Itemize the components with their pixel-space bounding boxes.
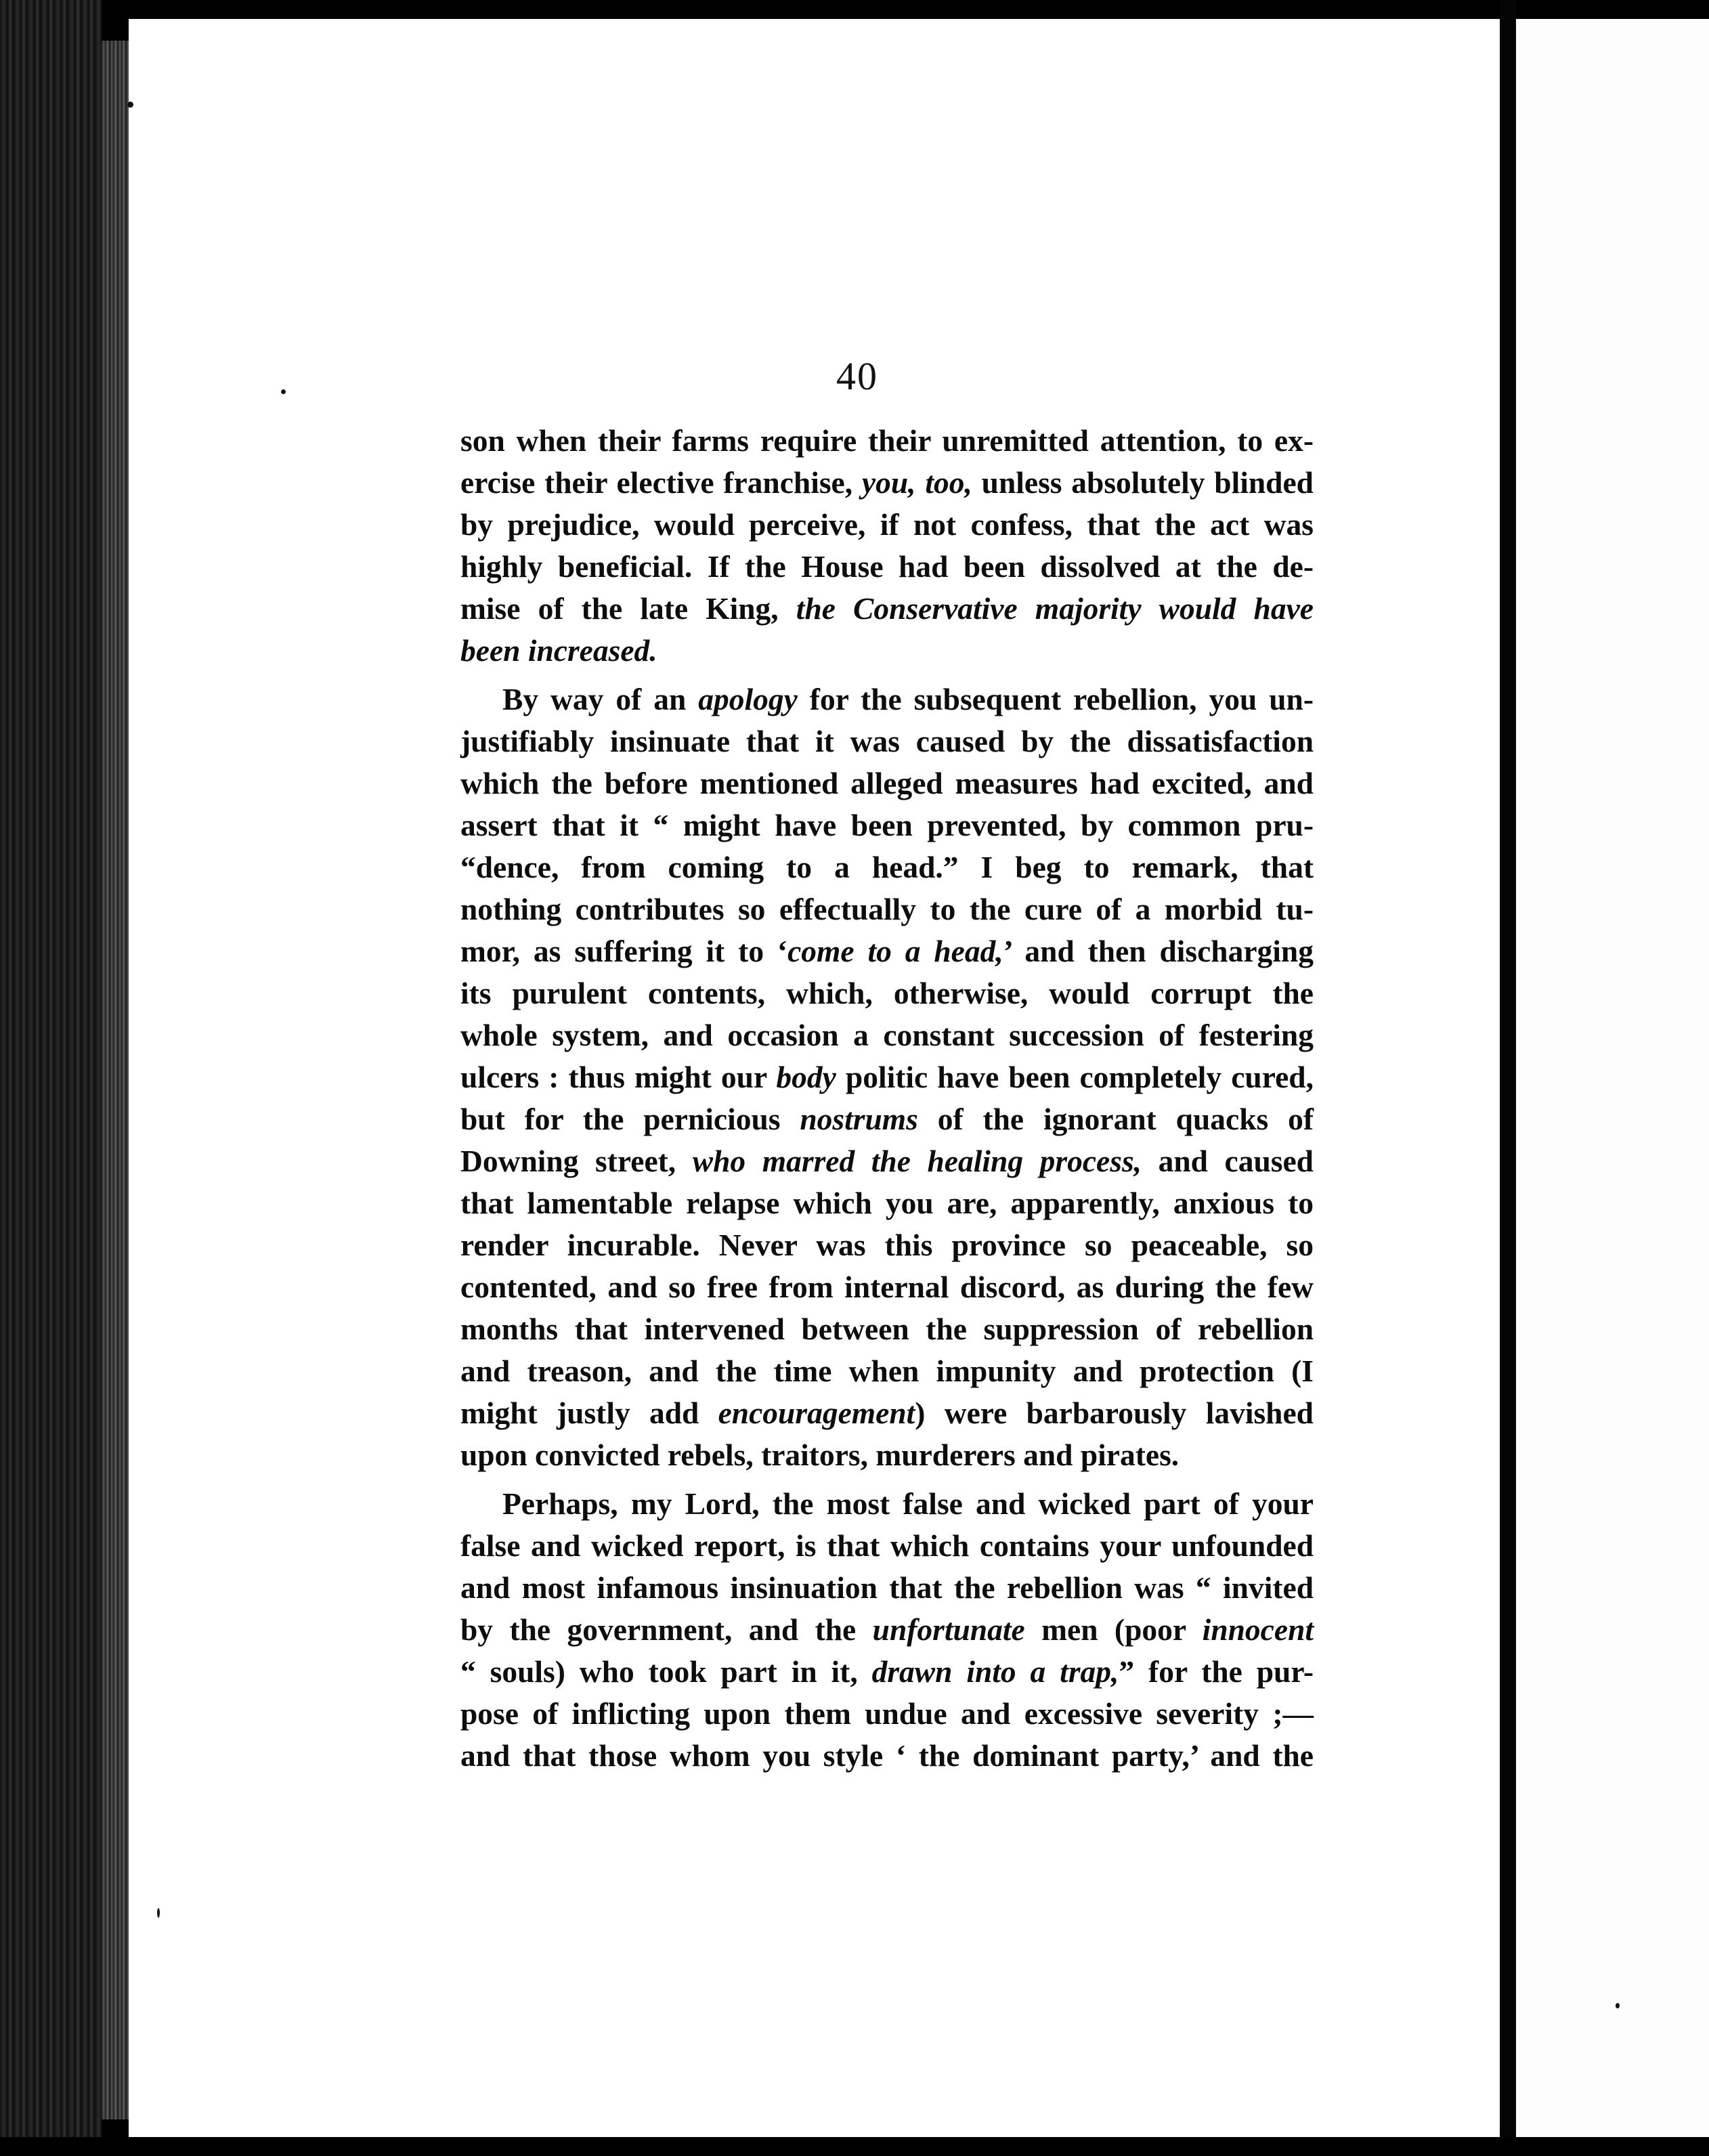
- text-line: [460, 1056, 1314, 1098]
- text-line: [460, 1392, 1314, 1434]
- body-text: [460, 420, 1314, 1777]
- text-run: mise of the late King,: [460, 591, 796, 626]
- text-line: [460, 1098, 1314, 1140]
- text-line: [460, 1567, 1314, 1609]
- text-run: ” for the pur-: [1119, 1654, 1314, 1689]
- text-line: [460, 888, 1314, 930]
- italic-text: been increased.: [460, 633, 657, 668]
- text-run: might justly add: [460, 1396, 718, 1430]
- text-run: “ souls) who took part in it,: [460, 1654, 872, 1689]
- text-line: [460, 504, 1314, 546]
- text-run: politic have been completely cured,: [836, 1060, 1314, 1094]
- text-line: [460, 972, 1314, 1014]
- text-line: [460, 420, 1314, 462]
- text-run: son when their farms require their unremitted attention, to ex-: [460, 423, 1314, 458]
- text-run: and treason, and the time when impunity and protection (I: [460, 1354, 1314, 1388]
- text-line: [460, 846, 1314, 888]
- text-line: [460, 1140, 1314, 1182]
- text-run: assert that it “ might have been prevented, by common pru-: [460, 808, 1314, 842]
- text-run: that lamentable relapse which you are, apparently, anxious to: [460, 1186, 1314, 1220]
- text-line: [460, 720, 1314, 762]
- italic-text: encouragement: [718, 1396, 915, 1430]
- text-run: ercise their elective franchise,: [460, 465, 862, 500]
- text-line: [460, 930, 1314, 972]
- bottom-border: [0, 2137, 1709, 2156]
- text-line: [460, 1735, 1314, 1777]
- paragraph-gap: [460, 1476, 1314, 1483]
- italic-text: you, too,: [861, 465, 972, 500]
- text-line: [460, 1266, 1314, 1308]
- text-run: highly beneficial. If the House had been dissolved at the de-: [460, 549, 1314, 584]
- speck: [127, 102, 133, 108]
- text-line: [460, 1224, 1314, 1266]
- italic-text: body: [776, 1060, 836, 1094]
- text-run: upon convicted rebels, traitors, murderers and pirates.: [460, 1438, 1180, 1472]
- text-run: and caused: [1142, 1144, 1314, 1178]
- italic-text: innocent: [1202, 1612, 1314, 1647]
- paragraph: [460, 420, 1314, 672]
- text-line: [460, 804, 1314, 846]
- text-line: [460, 462, 1314, 504]
- text-run: By way of an: [502, 682, 699, 716]
- italic-text: apology: [698, 682, 798, 716]
- text-run: Downing street,: [460, 1144, 693, 1178]
- text-run: and most infamous insinuation that the rebellion was “ invited: [460, 1570, 1314, 1605]
- speck: [281, 389, 286, 394]
- text-run: pose of inflicting upon them undue and excessive severity ;—: [460, 1696, 1314, 1731]
- text-run: justifiably insinuate that it was caused by the dissatisfaction: [460, 724, 1314, 758]
- italic-text: unfortunate: [872, 1612, 1025, 1647]
- text-run: but for the pernicious: [460, 1102, 800, 1136]
- text-run: which the before mentioned alleged measures had excited, and: [460, 766, 1314, 800]
- speck: [1616, 2003, 1620, 2008]
- paragraph-gap: [460, 672, 1314, 678]
- text-line: [460, 1525, 1314, 1567]
- text-run: Perhaps, my Lord, the most false and wicked part of your: [502, 1486, 1314, 1521]
- text-run: months that intervened between the suppression of rebellion: [460, 1312, 1314, 1346]
- text-run: render incurable. Never was this province so peaceable, so: [460, 1228, 1314, 1262]
- page-number: 40: [836, 354, 878, 398]
- italic-text: who marred the healing process,: [692, 1144, 1142, 1178]
- text-line: [460, 1434, 1314, 1476]
- text-run: ’ and then discharging: [1003, 934, 1314, 968]
- italic-text: the Conservative majority would have: [796, 591, 1314, 626]
- book-spine: [0, 0, 102, 2156]
- text-run: nothing contributes so effectually to the cure of a morbid tu-: [460, 892, 1314, 926]
- text-run: ulcers : thus might our: [460, 1060, 777, 1094]
- facing-page-edge: [1516, 19, 1709, 2137]
- italic-text: nostrums: [800, 1102, 918, 1136]
- text-line: [460, 678, 1314, 720]
- text-run: its purulent contents, which, otherwise, would corrupt the: [460, 976, 1314, 1010]
- text-run: men (poor: [1024, 1612, 1203, 1647]
- text-run: by the government, and the: [460, 1612, 873, 1647]
- text-line: [460, 1182, 1314, 1224]
- text-run: by prejudice, would perceive, if not confess, that the act was: [460, 507, 1314, 542]
- text-line: [460, 630, 1314, 672]
- text-run: “dence, from coming to a head.” I beg to remark, that: [460, 850, 1314, 884]
- text-line: [460, 762, 1314, 804]
- text-run: contented, and so free from internal discord, as during the few: [460, 1270, 1314, 1304]
- text-line: [460, 1350, 1314, 1392]
- text-run: mor, as suffering it to ‘: [460, 934, 788, 968]
- text-run: ) were barbarously lavished: [915, 1396, 1314, 1430]
- paragraph: [460, 678, 1314, 1476]
- italic-text: come to a head,: [787, 934, 1003, 968]
- text-line: [460, 588, 1314, 630]
- text-line: [460, 1609, 1314, 1651]
- speck: [157, 1908, 160, 1918]
- text-run: of the ignorant quacks of: [917, 1102, 1314, 1136]
- gutter-strip: [1500, 0, 1516, 2156]
- text-run: false and wicked report, is that which contains your unfounded: [460, 1528, 1314, 1563]
- text-run: unless absolutely blinded: [972, 465, 1314, 500]
- paragraph: [460, 1483, 1314, 1777]
- text-line: [460, 1308, 1314, 1350]
- text-line: [460, 1651, 1314, 1693]
- text-line: [460, 546, 1314, 588]
- text-line: [460, 1014, 1314, 1056]
- page-edges: [102, 41, 129, 2119]
- italic-text: drawn into a trap,: [871, 1654, 1119, 1689]
- text-run: for the subsequent rebellion, you un-: [797, 682, 1314, 716]
- text-line: [460, 1483, 1314, 1525]
- text-line: [460, 1693, 1314, 1735]
- text-run: and that those whom you style ‘ the dominant party,’ and the: [460, 1738, 1314, 1773]
- text-run: whole system, and occasion a constant succession of festering: [460, 1018, 1314, 1052]
